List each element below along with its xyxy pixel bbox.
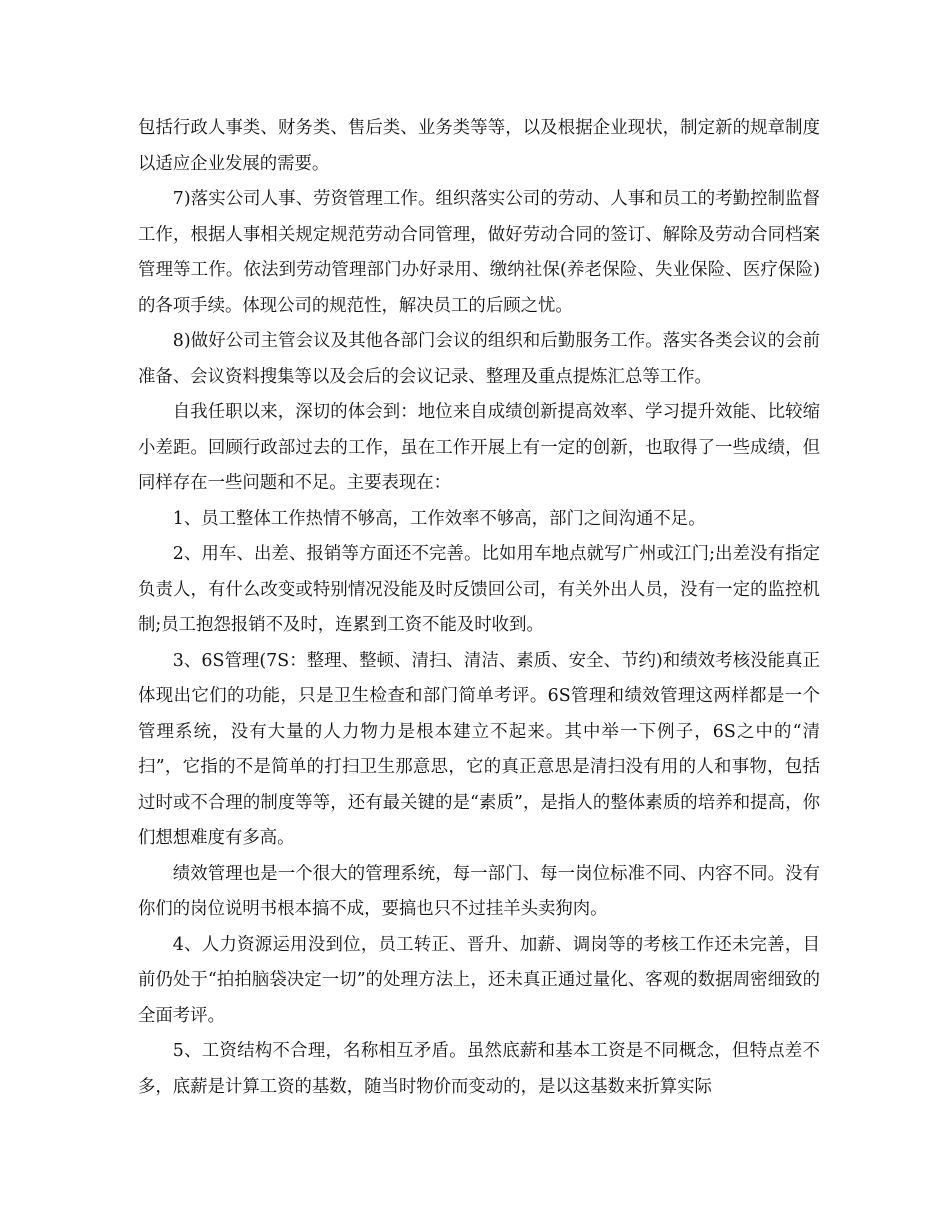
- paragraph-10: 5、工资结构不合理，名称相互矛盾。虽然底薪和基本工资是不同概念，但特点差不多，底薪是计算工资的基数，随当时物价而变动的，是以这基数来折算实际: [138, 1041, 820, 1097]
- document-page: [138, 111, 820, 1105]
- paragraph-7: 3、6S管理(7S：整理、整顿、清扫、清洁、素质、安全、节约)和绩效考核没能真正体现出它们的功能，只是卫生检查和部门简单考评。6S管理和绩效管理这两样都是一个管理系统，没有大量的人力物力是根本建立不起来。其中举一下例子，6S之中的“清扫”，它指的不是简单的打扫卫生那意思，它的真正意思是清扫没有用的人和事物，包括过时或不合理的制度等等，还有最关键的是“素质”，是指人的整体素质的培养和提高，你们想想难度有多高。: [138, 650, 820, 848]
- paragraph-4: 自我任职以来，深切的体会到：地位来自成绩创新提高效率、学习提升效能、比较缩小差距。回顾行政部过去的工作，虽在工作开展上有一定的创新，也取得了一些成绩，但同样存在一些问题和不足。主要表现在：: [138, 402, 820, 493]
- paragraph-1: 包括行政人事类、财务类、售后类、业务类等等，以及根据企业现状，制定新的规章制度以适应企业发展的需要。: [138, 118, 820, 174]
- paragraph-2: 7)落实公司人事、劳资管理工作。组织落实公司的劳动、人事和员工的考勤控制监督工作，根据人事相关规定规范劳动合同管理，做好劳动合同的签订、解除及劳动合同档案管理等工作。依法到劳动管理部门办好录用、缴纳社保(养老保险、失业保险、医疗保险)的各项手续。体现公司的规范性，解决员工的后顾之忧。: [138, 189, 820, 316]
- paragraph-5: 1、员工整体工作热情不够高，工作效率不够高，部门之间沟通不足。: [172, 508, 706, 529]
- paragraph-3: 8)做好公司主管会议及其他各部门会议的组织和后勤服务工作。落实各类会议的会前准备、会议资料搜集等以及会后的会议记录、整理及重点提炼汇总等工作。: [138, 331, 820, 387]
- paragraph-6: 2、用车、出差、报销等方面还不完善。比如用车地点就写广州或江门;出差没有指定负责人，有什么改变或特别情况没能及时反馈回公司，有关外出人员，没有一定的监控机制;员工抱怨报销不及时，连累到工资不能及时收到。: [138, 544, 820, 635]
- paragraph-9: 4、人力资源运用没到位，员工转正、晋升、加薪、调岗等的考核工作还未完善，目前仍处于“拍拍脑袋决定一切”的处理方法上，还未真正通过量化、客观的数据周密细致的全面考评。: [138, 934, 820, 1026]
- paragraph-8: 绩效管理也是一个很大的管理系统，每一部门、每一岗位标准不同、内容不同。没有你们的岗位说明书根本搞不成，要搞也只不过挂羊头卖狗肉。: [138, 863, 820, 919]
